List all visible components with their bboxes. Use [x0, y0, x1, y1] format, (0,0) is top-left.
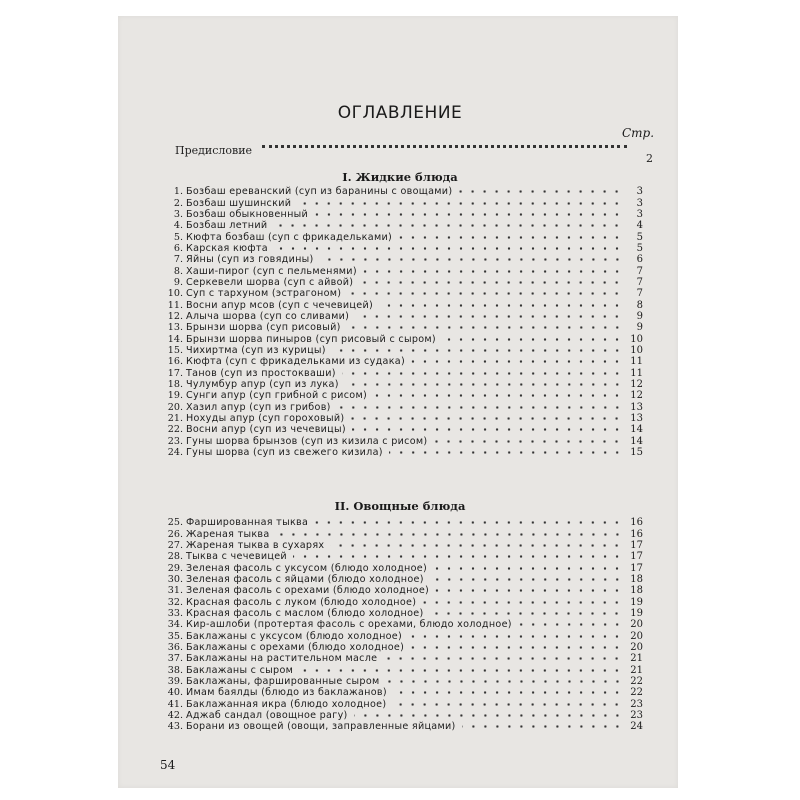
entry-title: Баклажаны с сыром	[186, 664, 294, 676]
entry-page: 6	[636, 254, 643, 266]
entry-number: 20.	[167, 401, 183, 413]
entry-title: Чихиртма (суп из курицы)	[186, 344, 326, 356]
entry-title: Яйны (суп из говядины)	[186, 254, 314, 266]
leader-dots	[274, 247, 623, 250]
leader-dots	[342, 372, 623, 375]
section-heading-liquid-dishes: I. Жидкие блюда	[342, 170, 458, 184]
preface-page: 2	[646, 152, 653, 165]
toc-entry	[163, 447, 643, 458]
entry-number: 41.	[167, 698, 183, 710]
entry-title: Чулумбур апур (суп из лука)	[186, 379, 339, 391]
leader-dots	[462, 725, 623, 728]
toc-entry	[163, 551, 643, 562]
entry-page: 23	[630, 698, 643, 710]
leader-dots	[435, 589, 623, 592]
leader-dots	[355, 315, 623, 318]
leader-dots	[386, 680, 623, 683]
entry-page: 7	[636, 288, 643, 300]
entry-number: 28.	[167, 551, 183, 563]
entry-page: 10	[630, 344, 643, 356]
toc-entry	[163, 299, 643, 310]
entry-number: 40.	[167, 687, 183, 699]
entry-title: Бозбаш обыкновенный	[186, 208, 309, 220]
entry-number: 3.	[173, 208, 183, 220]
toc-entry	[163, 379, 643, 390]
entry-title: Кюфта бозбаш (суп с фрикадельками)	[186, 231, 393, 243]
leader-dots	[314, 521, 623, 524]
entry-title: Брынзи шорва (суп рисовый)	[186, 322, 341, 334]
entry-page: 3	[636, 208, 643, 220]
entry-number: 8.	[173, 265, 183, 277]
entry-title: Танов (суп из простокваши)	[186, 367, 336, 379]
entry-number: 4.	[173, 220, 183, 232]
leader-dots	[383, 657, 623, 660]
leader-dots	[297, 202, 623, 205]
entry-number: 14.	[167, 333, 183, 345]
leader-dots	[352, 428, 623, 431]
entry-number: 27.	[167, 539, 183, 551]
toc-entry	[163, 322, 643, 333]
entry-page: 3	[636, 186, 643, 198]
entry-number: 24.	[167, 447, 183, 459]
entry-number: 42.	[167, 710, 183, 722]
leader-dots	[337, 406, 623, 409]
entry-title: Имам баялды (блюдо из баклажанов)	[186, 687, 387, 699]
toc-entry	[163, 402, 643, 413]
leader-dots	[433, 440, 623, 443]
entry-number: 10.	[167, 288, 183, 300]
entry-title: Нохуды апур (суп гороховый)	[186, 413, 345, 425]
entry-number: 22.	[167, 424, 183, 436]
section-heading-vegetable-dishes: II. Овощные блюда	[334, 499, 466, 513]
entry-title: Брынзи шорва пиныров (суп рисовый с сыром)	[186, 333, 436, 345]
leader-dots	[332, 349, 623, 352]
section-2-entries	[163, 517, 643, 733]
entry-page: 15	[630, 447, 643, 459]
entry-title: Тыква с чечевицей	[186, 551, 287, 563]
leader-dots	[320, 258, 623, 261]
entry-number: 31.	[167, 585, 183, 597]
preface-entry	[175, 144, 653, 165]
entry-number: 35.	[167, 630, 183, 642]
entry-title: Кир-ашлоби (протертая фасоль с орехами, блюдо холодное)	[186, 619, 512, 631]
entry-title: Бозбаш ереванский (суп из баранины с овощами)	[186, 186, 453, 198]
entry-number: 18.	[167, 379, 183, 391]
toc-entry	[163, 687, 643, 698]
entry-number: 30.	[167, 573, 183, 585]
entry-page: 23	[630, 710, 643, 722]
entry-page: 21	[630, 653, 643, 665]
entry-title: Жареная тыква	[186, 528, 270, 540]
entry-number: 32.	[167, 596, 183, 608]
entry-title: Сунги апур (суп грибной с рисом)	[186, 390, 368, 402]
toc-entry	[163, 333, 643, 344]
leader-dots	[330, 544, 623, 547]
toc-entry	[163, 676, 643, 687]
entry-page: 19	[630, 607, 643, 619]
leader-dots	[392, 703, 623, 706]
entry-page: 11	[630, 356, 643, 368]
toc-entry	[163, 574, 643, 585]
leader-dots	[430, 578, 623, 581]
leader-dots	[345, 383, 623, 386]
entry-page: 11	[630, 367, 643, 379]
leader-dots	[293, 555, 623, 558]
entry-number: 33.	[167, 607, 183, 619]
toc-entry	[163, 231, 643, 242]
leader-dots	[379, 304, 623, 307]
entry-title: Баклажаны, фаршированные сыром	[186, 675, 380, 687]
entry-title: Серкевели шорва (суп с айвой)	[186, 276, 354, 288]
leader-dots	[359, 281, 623, 284]
leader-dots	[410, 646, 623, 649]
entry-number: 36.	[167, 641, 183, 653]
entry-page: 17	[630, 551, 643, 563]
entry-number: 15.	[167, 344, 183, 356]
entry-page: 3	[636, 197, 643, 209]
toc-entry	[163, 356, 643, 367]
entry-page: 13	[630, 401, 643, 413]
entry-number: 5.	[173, 231, 183, 243]
toc-entry	[163, 699, 643, 710]
leader-dots	[354, 714, 623, 717]
entry-page: 21	[630, 664, 643, 676]
entry-title: Восни апур мсов (суп с чечевицей)	[186, 299, 374, 311]
entry-page: 24	[630, 721, 643, 733]
entry-title: Бозбаш летний	[186, 220, 268, 232]
toc-entry	[163, 528, 643, 539]
page-column-label: Стр.	[622, 126, 655, 140]
entry-page: 7	[636, 265, 643, 277]
entry-page: 14	[630, 435, 643, 447]
entry-page: 12	[630, 390, 643, 402]
entry-page: 7	[636, 276, 643, 288]
entry-page: 13	[630, 413, 643, 425]
entry-number: 13.	[167, 322, 183, 334]
leader-dots	[262, 141, 627, 148]
entry-title: Хазил апур (суп из грибов)	[186, 401, 331, 413]
entry-number: 6.	[173, 242, 183, 254]
toc-entry	[163, 664, 643, 675]
leader-dots	[389, 451, 623, 454]
entry-page: 22	[630, 675, 643, 687]
leader-dots	[373, 394, 623, 397]
entry-title: Зеленая фасоль с уксусом (блюдо холодное)	[186, 562, 427, 574]
entry-page: 16	[630, 517, 643, 529]
page-title: ОГЛАВЛЕНИЕ	[337, 103, 463, 123]
entry-page: 20	[630, 619, 643, 631]
entry-page: 5	[636, 231, 643, 243]
entry-page: 5	[636, 242, 643, 254]
entry-number: 38.	[167, 664, 183, 676]
leader-dots	[347, 326, 623, 329]
entry-number: 11.	[167, 299, 183, 311]
entry-page: 12	[630, 379, 643, 391]
toc-entry	[163, 254, 643, 265]
toc-entry	[163, 540, 643, 551]
entry-title: Баклажаны на растительном масле	[186, 653, 378, 665]
entry-title: Карская кюфта	[186, 242, 268, 254]
entry-title: Борани из овощей (овощи, заправленные яйцами)	[186, 721, 456, 733]
entry-page: 18	[630, 573, 643, 585]
entry-page: 20	[630, 630, 643, 642]
toc-entry	[163, 390, 643, 401]
toc-entry	[163, 277, 643, 288]
entry-number: 16.	[167, 356, 183, 368]
toc-entry	[163, 642, 643, 653]
entry-page: 20	[630, 641, 643, 653]
toc-entry	[163, 653, 643, 664]
entry-title: Баклажаны с орехами (блюдо холодное)	[186, 641, 405, 653]
entry-number: 23.	[167, 435, 183, 447]
entry-title: Зеленая фасоль с орехами (блюдо холодное)	[186, 585, 430, 597]
entry-page: 16	[630, 528, 643, 540]
entry-page: 8	[636, 299, 643, 311]
toc-entry	[163, 596, 643, 607]
leader-dots	[363, 270, 623, 273]
leader-dots	[411, 360, 623, 363]
entry-number: 7.	[173, 254, 183, 266]
entry-page: 17	[630, 562, 643, 574]
entry-page: 9	[636, 322, 643, 334]
toc-entry	[163, 413, 643, 424]
entry-page: 19	[630, 596, 643, 608]
leader-dots	[314, 213, 623, 216]
toc-entry	[163, 368, 643, 379]
entry-number: 9.	[173, 276, 183, 288]
entry-page: 4	[636, 220, 643, 232]
toc-entry	[163, 517, 643, 528]
toc-entry	[163, 209, 643, 220]
entry-number: 29.	[167, 562, 183, 574]
entry-title: Гуны шорва брынзов (суп из кизила с рисом)	[186, 435, 428, 447]
leader-dots	[422, 601, 623, 604]
toc-entry	[163, 265, 643, 276]
entry-number: 1.	[173, 186, 183, 198]
leader-dots	[433, 567, 623, 570]
toc-entry	[163, 424, 643, 435]
leader-dots	[350, 417, 623, 420]
leader-dots	[408, 635, 623, 638]
leader-dots	[347, 292, 623, 295]
leader-dots	[299, 669, 623, 672]
toc-entry	[163, 630, 643, 641]
entry-title: Баклажанная икра (блюдо холодное)	[186, 698, 387, 710]
leader-dots	[458, 190, 623, 193]
entry-title: Баклажаны с уксусом (блюдо холодное)	[186, 630, 403, 642]
leader-dots	[429, 612, 623, 615]
toc-entry	[163, 197, 643, 208]
entry-title: Гуны шорва (суп из свежего кизила)	[186, 447, 383, 459]
toc-entry	[163, 710, 643, 721]
entry-page: 18	[630, 585, 643, 597]
toc-entry	[163, 345, 643, 356]
entry-title: Аджаб сандал (овощное рагу)	[186, 710, 348, 722]
entry-number: 34.	[167, 619, 183, 631]
preface-label: Предисловие	[175, 144, 253, 157]
entry-title: Фаршированная тыква	[186, 517, 309, 529]
leader-dots	[276, 533, 623, 536]
entry-page: 17	[630, 539, 643, 551]
section-1-entries	[163, 186, 643, 458]
entry-title: Красная фасоль с маслом (блюдо холодное)	[186, 607, 424, 619]
entry-page: 22	[630, 687, 643, 699]
entry-title: Зеленая фасоль с яйцами (блюдо холодное)	[186, 573, 424, 585]
entry-title: Бозбаш шушинский	[186, 197, 292, 209]
entry-title: Кюфта (суп с фрикадельками из судака)	[186, 356, 406, 368]
toc-entry	[163, 608, 643, 619]
entry-number: 25.	[167, 517, 183, 529]
toc-entry	[163, 721, 643, 732]
toc-entry	[163, 220, 643, 231]
toc-entry	[163, 243, 643, 254]
toc-entry	[163, 436, 643, 447]
entry-title: Красная фасоль с луком (блюдо холодное)	[186, 596, 417, 608]
entry-title: Хаши-пирог (суп с пельменями)	[186, 265, 357, 277]
toc-entry	[163, 186, 643, 197]
toc-entry	[163, 311, 643, 322]
entry-number: 26.	[167, 528, 183, 540]
entry-title: Алыча шорва (суп со сливами)	[186, 310, 350, 322]
toc-entry	[163, 619, 643, 630]
page-number: 54	[160, 758, 176, 772]
leader-dots	[393, 691, 623, 694]
toc-entry	[163, 288, 643, 299]
entry-number: 19.	[167, 390, 183, 402]
leader-dots	[442, 338, 623, 341]
entry-number: 17.	[167, 367, 183, 379]
entry-page: 10	[630, 333, 643, 345]
entry-number: 43.	[167, 721, 183, 733]
leader-dots	[518, 623, 623, 626]
entry-number: 39.	[167, 675, 183, 687]
entry-title: Восни апур (суп из чечевицы)	[186, 424, 346, 436]
leader-dots	[273, 224, 623, 227]
entry-number: 21.	[167, 413, 183, 425]
entry-title: Суп с тархуном (эстрагоном)	[186, 288, 342, 300]
leader-dots	[398, 236, 623, 239]
entry-page: 9	[636, 310, 643, 322]
entry-number: 37.	[167, 653, 183, 665]
entry-number: 2.	[173, 197, 183, 209]
toc-entry	[163, 585, 643, 596]
entry-number: 12.	[167, 310, 183, 322]
entry-page: 14	[630, 424, 643, 436]
toc-entry	[163, 562, 643, 573]
entry-title: Жареная тыква в сухарях	[186, 539, 325, 551]
